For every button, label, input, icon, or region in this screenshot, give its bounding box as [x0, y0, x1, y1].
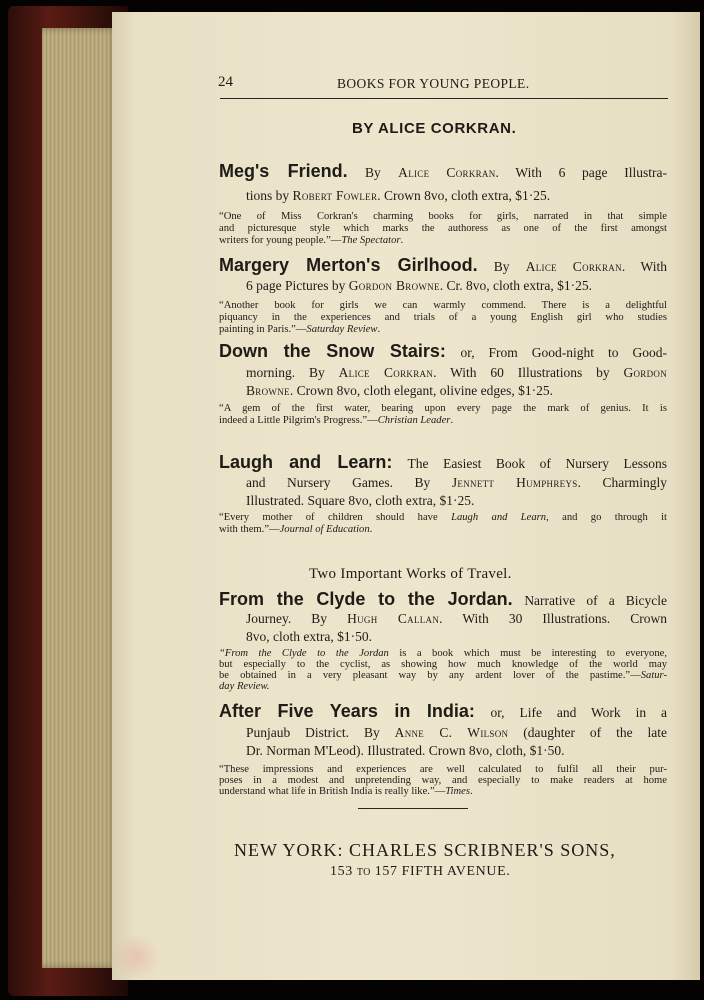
entry-details: morning. By Alice Corkran. With 60 Illustrations by Gordon: [246, 365, 668, 380]
travel-heading: Two Important Works of Travel.: [309, 566, 512, 582]
review-quote-line: piquancy in the experiences and trials of a young English girl who studies: [219, 312, 667, 323]
entry-title: From the Clyde to the Jordan.: [219, 589, 513, 609]
entry-title: Margery Merton's Girlhood.: [219, 255, 478, 275]
entry-title: After Five Years in India:: [219, 701, 475, 721]
review-quote-line: “A gem of the first water, bearing upon every page the mark of genius. It is: [219, 403, 667, 414]
review-quote-line: poses in a modest and unpretending way, and especially to make readers at home: [219, 775, 667, 786]
entry-title-line: After Five Years in India: or, Life and Work in a: [219, 701, 667, 721]
review-quote-line: “Every mother of children should have Laugh and Learn, and go through it: [219, 512, 667, 523]
page-edges: [42, 28, 120, 968]
entry-title-line: Margery Merton's Girlhood. By Alice Corkran. With: [219, 255, 668, 275]
review-quote-line: “One of Miss Corkran's charming books for girls, narrated in that simple: [219, 211, 667, 222]
entry-details: Journey. By Hugh Callan. With 30 Illustrations. Crown: [246, 611, 668, 626]
entry-details: 6 page Pictures by Gordon Browne. Cr. 8vo, cloth extra, $1·25.: [246, 278, 592, 293]
book-page: [112, 12, 700, 980]
entry-details: Browne. Crown 8vo, cloth elegant, olivine edges, $1·25.: [246, 383, 554, 398]
review-quote-line: day Review.: [219, 681, 270, 692]
review-quote-line: “From the Clyde to the Jordan is a book which must be interesting to everyone,: [219, 648, 667, 659]
review-quote-line: with them.”—Journal of Education.: [219, 524, 373, 535]
entry-title: Meg's Friend.: [219, 161, 348, 181]
entry-details: Dr. Norman M'Leod). Illustrated. Crown 8vo, cloth, $1·50.: [246, 743, 565, 758]
publisher-address: 153 to 157 FIFTH AVENUE.: [330, 864, 511, 879]
divider-rule: [358, 808, 468, 809]
entry-title-line: Down the Snow Stairs: or, From Good-night to Good-: [219, 341, 668, 361]
entry-title-line: Meg's Friend. By Alice Corkran. With 6 page Illustra-: [219, 161, 668, 181]
review-quote-line: understand what life in British India is really like.”—Times.: [219, 786, 473, 797]
entry-details: 8vo, cloth extra, $1·50.: [246, 629, 372, 644]
review-quote-line: and picturesque style which marks the authoress as one of the first amongst: [219, 223, 667, 234]
page-number: 24: [218, 74, 233, 90]
entry-details: Illustrated. Square 8vo, cloth extra, $1·25.: [246, 493, 475, 508]
header-rule: [220, 98, 668, 99]
entry-title: Laugh and Learn:: [219, 452, 393, 472]
review-quote-line: painting in Paris.”—Saturday Review.: [219, 324, 381, 335]
entry-title: Down the Snow Stairs:: [219, 341, 446, 361]
section-heading: BY ALICE CORKRAN.: [352, 120, 517, 137]
entry-details: Punjaub District. By Anne C. Wilson (daughter of the late: [246, 725, 668, 740]
review-quote-line: but especially to the cyclist, as showing how much knowledge of the world may: [219, 659, 667, 670]
page-stain: [112, 932, 160, 982]
entry-title-line: From the Clyde to the Jordan. Narrative of a Bicycle: [219, 589, 668, 609]
review-quote-line: be obtained in a very pleasant way by any ardent lover of the pastime.”—Satur-: [219, 670, 667, 681]
review-quote-line: “Another book for girls we can warmly commend. There is a delightful: [219, 300, 667, 311]
review-quote-line: indeed a Little Pilgrim's Progress.”—Christian Leader.: [219, 415, 454, 426]
running-head: BOOKS FOR YOUNG PEOPLE.: [337, 76, 530, 91]
review-quote-line: “These impressions and experiences are well calculated to fulfil all their pur-: [219, 764, 667, 775]
entry-title-line: Laugh and Learn: The Easiest Book of Nursery Lessons: [219, 452, 668, 472]
entry-details: tions by Robert Fowler. Crown 8vo, cloth extra, $1·25.: [246, 188, 551, 203]
entry-details: and Nursery Games. By Jennett Humphreys. Charmingly: [246, 475, 667, 490]
review-quote-line: writers for young people.”—The Spectator.: [219, 235, 404, 246]
publisher-imprint: NEW YORK: CHARLES SCRIBNER'S SONS,: [234, 840, 616, 860]
